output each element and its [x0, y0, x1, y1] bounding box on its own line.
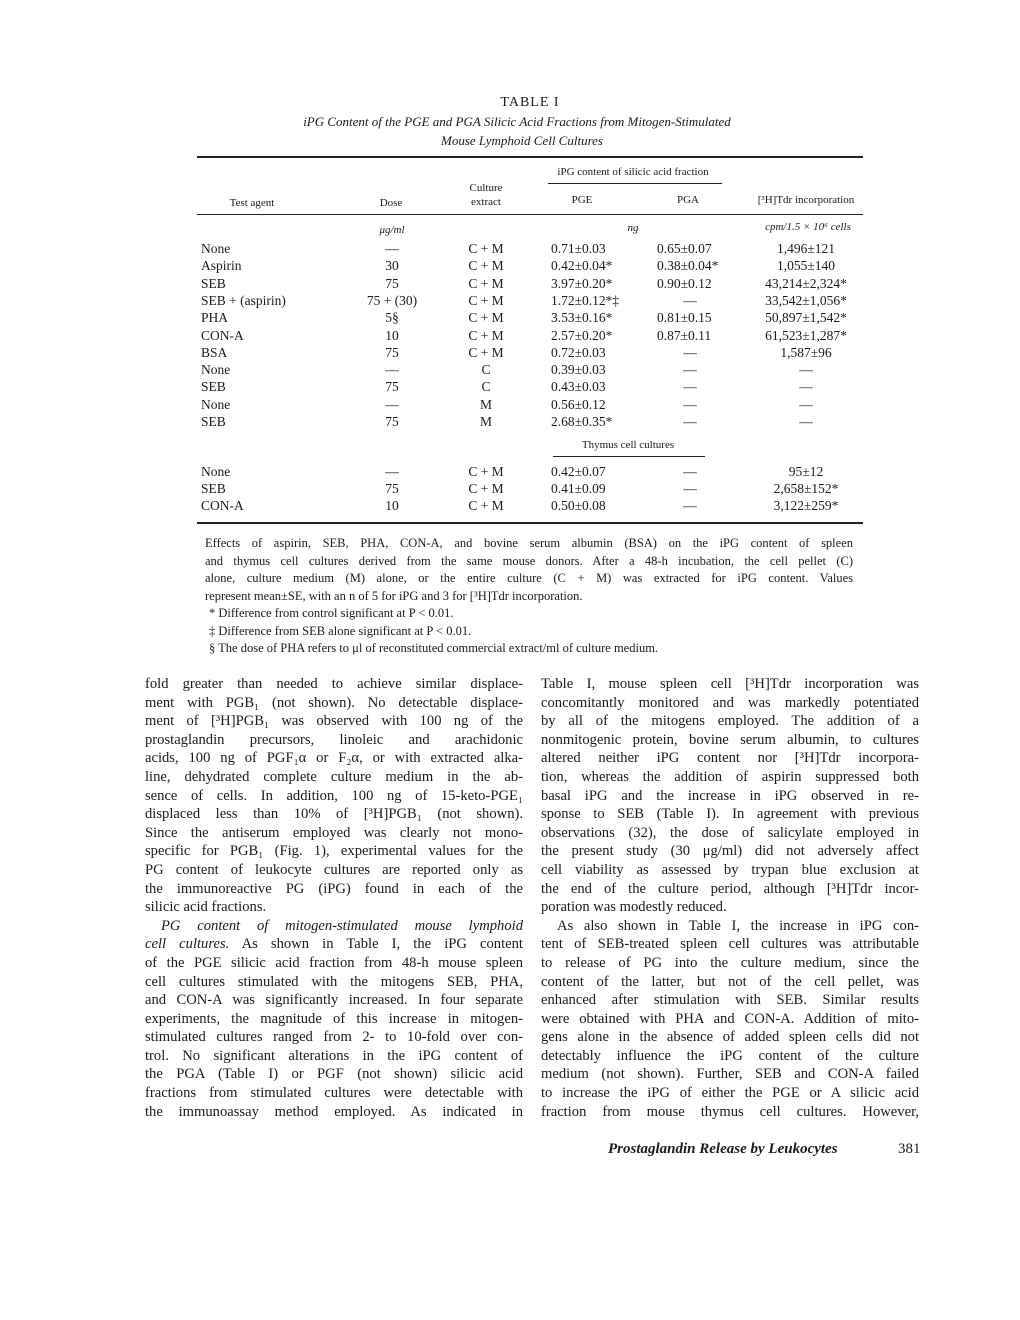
cell-pga: —: [683, 396, 697, 412]
cell-dose: —: [385, 396, 399, 412]
cell-pge: 0.42±0.07: [551, 464, 606, 479]
caption-line: and thymus cell cultures derived from the same mouse donors. After a 48-h incubation, the cell pellet (C): [205, 553, 853, 568]
cell-pge: 0.39±0.03: [551, 362, 606, 378]
cell-pge: 0.50±0.08: [551, 498, 606, 513]
thymus-section-label: Thymus cell cultures: [581, 439, 675, 451]
body-line: silicic acid fractions.: [145, 899, 267, 916]
cell-pga: 0.81±0.15: [657, 310, 712, 326]
cell-test-agent: SEB + (aspirin): [201, 292, 286, 308]
cell-test-agent: SEB: [201, 414, 226, 429]
cell-pga: —: [683, 414, 697, 429]
cell-tdr: 2,658±152*: [773, 481, 839, 496]
header-bottom-rule: [197, 214, 863, 215]
body-line: prostaglandin precursors, linoleic and arachidonic: [145, 731, 523, 748]
table-title-line-2: Mouse Lymphoid Cell Cultures: [441, 133, 603, 148]
header-pge: PGE: [571, 194, 593, 206]
cell-tdr: 1,496±121: [776, 241, 836, 256]
body-line: cell cultures stimulated with the mitogens SEB, PHA,: [145, 973, 523, 990]
caption-line: alone, culture medium (M) alone, or the entire culture (C + M) was extracted for iPG content. Values: [205, 571, 853, 585]
cell-test-agent: None: [201, 241, 231, 256]
cell-test-agent: SEB: [201, 275, 226, 291]
body-column-right: [541, 675, 919, 1121]
cell-tdr: 3,122±259*: [773, 498, 839, 513]
cell-tdr: 33,542±1,056*: [765, 292, 847, 308]
cell-culture-extract: C + M: [468, 481, 504, 496]
body-line: As also shown in Table I, the increase in iPG con-: [557, 917, 919, 934]
body-line: tion, whereas the addition of aspirin suppressed both: [541, 768, 919, 785]
cell-dose: 30: [385, 258, 399, 274]
body-line: stimulated cultures ranged from 2- to 10-fold over con-: [145, 1029, 523, 1046]
body-line: fraction from mouse thymus cell cultures. However,: [541, 1103, 919, 1120]
cell-culture-extract: C + M: [468, 464, 504, 479]
table-caption: [205, 535, 853, 658]
body-line: PG content of mitogen-stimulated mouse lymphoid: [161, 917, 523, 934]
page-number: 381: [898, 1141, 921, 1157]
body-line: medium (not shown). Further, SEB and CON-A failed: [541, 1066, 919, 1083]
body-line: to increase the iPG of either the PGE or A silicic acid: [541, 1085, 919, 1102]
cell-tdr: 95±12: [788, 464, 824, 479]
body-line: sence of cells. In addition, 100 ng of 15-keto-PGE₁: [145, 787, 523, 804]
header-test-agent: Test agent: [229, 197, 275, 209]
cell-test-agent: BSA: [201, 344, 228, 360]
cell-dose: —: [385, 464, 399, 479]
body-line: acids, 100 ng of PGF₁α or F₂α, or with extracted alka-: [145, 750, 523, 767]
cell-pga: 0.38±0.04*: [657, 258, 719, 274]
body-line: Table I, mouse spleen cell [³H]Tdr incorporation was: [541, 676, 919, 692]
body-line: the present study (30 μg/ml) did not adversely affect: [541, 843, 919, 860]
cell-test-agent: CON-A: [201, 327, 244, 343]
cell-pge: 0.71±0.03: [551, 241, 606, 256]
body-line: trol. No significant alterations in the iPG content of: [145, 1047, 523, 1064]
cell-tdr: 1,055±140: [776, 258, 836, 274]
body-line: tent of SEB-treated spleen cell cultures was attributable: [541, 936, 919, 953]
body-line: were obtained with PHA and CON-A. Addition of mito-: [541, 1010, 919, 1027]
footnote: ‡ Difference from SEB alone significant at P < 0.01.: [209, 623, 472, 638]
body-line: experiments, the magnitude of this increase in mitogen-: [145, 1010, 523, 1027]
caption-line: Effects of aspirin, SEB, PHA, CON-A, and bovine serum albumin (BSA) on the iPG content of spleen: [205, 536, 853, 550]
cell-culture-extract: C + M: [468, 498, 504, 513]
cell-test-agent: CON-A: [201, 498, 244, 513]
cell-tdr: —: [799, 362, 813, 378]
cell-culture-extract: C + M: [468, 275, 504, 291]
body-line: specific for PGB₁ (Fig. 1), experimental values for the: [145, 843, 523, 860]
body-line: nonmitogenic protein, bovine serum albumin, to cultures: [541, 731, 919, 748]
body-line: gens alone in the absence of added spleen cells did not: [541, 1029, 919, 1046]
body-line: Since the antiserum employed was clearly not mono-: [145, 824, 523, 841]
cell-pga: 0.65±0.07: [657, 241, 712, 256]
cell-pga: —: [683, 292, 697, 308]
body-line: and CON-A was significantly increased. In four separate: [145, 992, 523, 1009]
cell-culture-extract: C: [481, 379, 491, 395]
cell-pga: 0.90±0.12: [657, 275, 712, 291]
footnote: § The dose of PHA refers to μl of reconstituted commercial extract/ml of culture medium.: [209, 641, 659, 655]
cell-tdr: —: [799, 414, 813, 429]
cell-pga: 0.87±0.11: [657, 327, 712, 343]
cell-pge: 3.97±0.20*: [551, 275, 613, 291]
table-title-line-1: iPG Content of the PGE and PGA Silicic Acid Fractions from Mitogen-Stimulated: [303, 114, 731, 129]
header-pga: PGA: [676, 194, 700, 206]
body-line: PG content of leukocyte cultures are reported only as: [145, 861, 523, 878]
body-line: of the PGE silicic acid fraction from 48-h mouse spleen: [145, 954, 523, 971]
header-ipg-group: iPG content of silicic acid fraction: [557, 166, 709, 178]
cell-tdr: 1,587±96: [780, 344, 832, 360]
body-line: detectably influence the iPG content of the culture: [541, 1047, 919, 1064]
cell-pge: 2.68±0.35*: [551, 414, 613, 429]
running-title: Prostaglandin Release by Leukocytes: [608, 1141, 838, 1157]
cell-test-agent: Aspirin: [201, 258, 242, 274]
table-label: TABLE I: [500, 95, 560, 110]
body-line: the immunoassay method employed. As indicated in: [145, 1103, 523, 1120]
body-line: basal iPG and the increase in iPG observed in re-: [541, 787, 919, 804]
cell-pga: —: [683, 362, 697, 378]
cell-pge: 0.56±0.12: [551, 396, 606, 412]
cell-pga: —: [683, 464, 697, 479]
cell-tdr: —: [799, 379, 813, 395]
body-line: ment of [³H]PGB₁ was observed with 100 ng of the: [145, 713, 523, 730]
cell-dose: 75: [385, 344, 399, 360]
cell-dose: 75 + (30): [366, 292, 418, 308]
cell-culture-extract: C + M: [468, 292, 504, 308]
cell-culture-extract: C: [481, 362, 491, 378]
cell-dose: 75: [385, 481, 399, 496]
header-culture-1: Culture: [469, 182, 503, 194]
body-line: sponse to SEB (Table I). In agreement with previous: [541, 806, 919, 823]
cell-culture-extract: C + M: [468, 310, 504, 326]
body-line: concomitantly monitored and was markedly potentiated: [541, 694, 919, 711]
cell-tdr: 43,214±2,324*: [765, 275, 847, 291]
cell-pga: —: [683, 344, 697, 360]
table-bottom-rule: [197, 522, 863, 524]
cell-test-agent: None: [201, 396, 231, 412]
footnote: * Difference from control significant at P < 0.01.: [209, 606, 454, 620]
cell-dose: 75: [385, 275, 399, 291]
header-tdr: [³H]Tdr incorporation: [757, 194, 855, 206]
cell-pga: —: [683, 481, 697, 496]
unit-ipg: ng: [627, 222, 639, 234]
body-line: the immunoreactive PG (iPG) found in each of the: [145, 880, 523, 897]
body-line: cell viability as assessed by trypan blue exclusion at: [541, 861, 919, 878]
table-top-rule: [197, 156, 863, 158]
cell-test-agent: PHA: [201, 310, 229, 326]
cell-dose: 10: [385, 498, 399, 513]
header-culture-2: extract: [471, 196, 501, 208]
cell-dose: —: [385, 362, 399, 378]
body-line: fold greater than needed to achieve similar displace-: [145, 676, 523, 692]
cell-test-agent: None: [201, 464, 231, 479]
cell-dose: 75: [385, 414, 399, 429]
cell-pge: 2.57±0.20*: [551, 327, 613, 343]
cell-test-agent: SEB: [201, 481, 226, 496]
cell-culture-extract: C + M: [468, 258, 504, 274]
body-line: line, dehydrated complete culture medium in the ab-: [145, 768, 523, 785]
cell-pge: 0.43±0.03: [551, 379, 606, 395]
header-group-rule: [548, 183, 722, 184]
cell-dose: 10: [385, 327, 399, 343]
cell-pge: 0.72±0.03: [551, 344, 606, 360]
cell-pge: 0.42±0.04*: [551, 258, 613, 274]
header-dose: Dose: [379, 197, 403, 209]
caption-line: represent mean±SE, with an n of 5 for iPG and 3 for [³H]Tdr incorporation.: [205, 588, 583, 603]
cell-pga: —: [683, 498, 697, 513]
cell-tdr: 50,897±1,542*: [765, 310, 847, 326]
body-line: fractions from stimulated cultures were detectable with: [145, 1085, 523, 1102]
body-line: altered neither iPG content nor [³H]Tdr incorpora-: [541, 750, 919, 767]
body-line: to release of PG into the culture medium, since the: [541, 954, 919, 971]
cell-culture-extract: M: [479, 396, 493, 412]
cell-culture-extract: C + M: [468, 241, 504, 256]
cell-culture-extract: C + M: [468, 327, 504, 343]
body-line: poration was modestly reduced.: [541, 899, 727, 916]
cell-culture-extract: C + M: [468, 344, 504, 360]
cell-tdr: —: [799, 396, 813, 412]
thymus-rule: [553, 456, 705, 457]
body-line: displaced less than 10% of [³H]PGB₁ (not shown).: [145, 806, 523, 823]
cell-test-agent: SEB: [201, 379, 226, 395]
body-line: content of the latter, but not of the cell pellet, was: [541, 973, 919, 990]
cell-test-agent: None: [201, 362, 231, 378]
body-line: by all of the mitogens employed. The addition of a: [541, 713, 919, 730]
unit-tdr: cpm/1.5 × 10⁶ cells: [765, 221, 851, 233]
unit-dose: μg/ml: [379, 224, 405, 236]
run-in-heading: cell cultures.: [145, 936, 230, 953]
cell-pge: 0.41±0.09: [551, 481, 606, 496]
body-line: observations (32), the dose of salicylate employed in: [541, 824, 919, 841]
body-column-left: [145, 675, 523, 1121]
body-line: the end of the culture period, although [³H]Tdr incor-: [541, 880, 919, 897]
body-line: cell cultures. As shown in Table I, the iPG content: [145, 936, 523, 953]
cell-dose: 75: [385, 379, 399, 395]
cell-tdr: 61,523±1,287*: [765, 327, 847, 343]
body-line: the PGA (Table I) or PGF (not shown) silicic acid: [145, 1066, 523, 1083]
body-line: enhanced after stimulation with SEB. Similar results: [541, 992, 919, 1009]
cell-culture-extract: M: [479, 414, 493, 429]
cell-pge: 1.72±0.12*‡: [551, 292, 620, 308]
cell-pge: 3.53±0.16*: [551, 310, 613, 326]
body-line: ment with PGB₁ (not shown). No detectable displace-: [145, 694, 523, 711]
cell-dose: 5§: [385, 310, 399, 326]
cell-dose: —: [385, 241, 399, 256]
cell-pga: —: [683, 379, 697, 395]
